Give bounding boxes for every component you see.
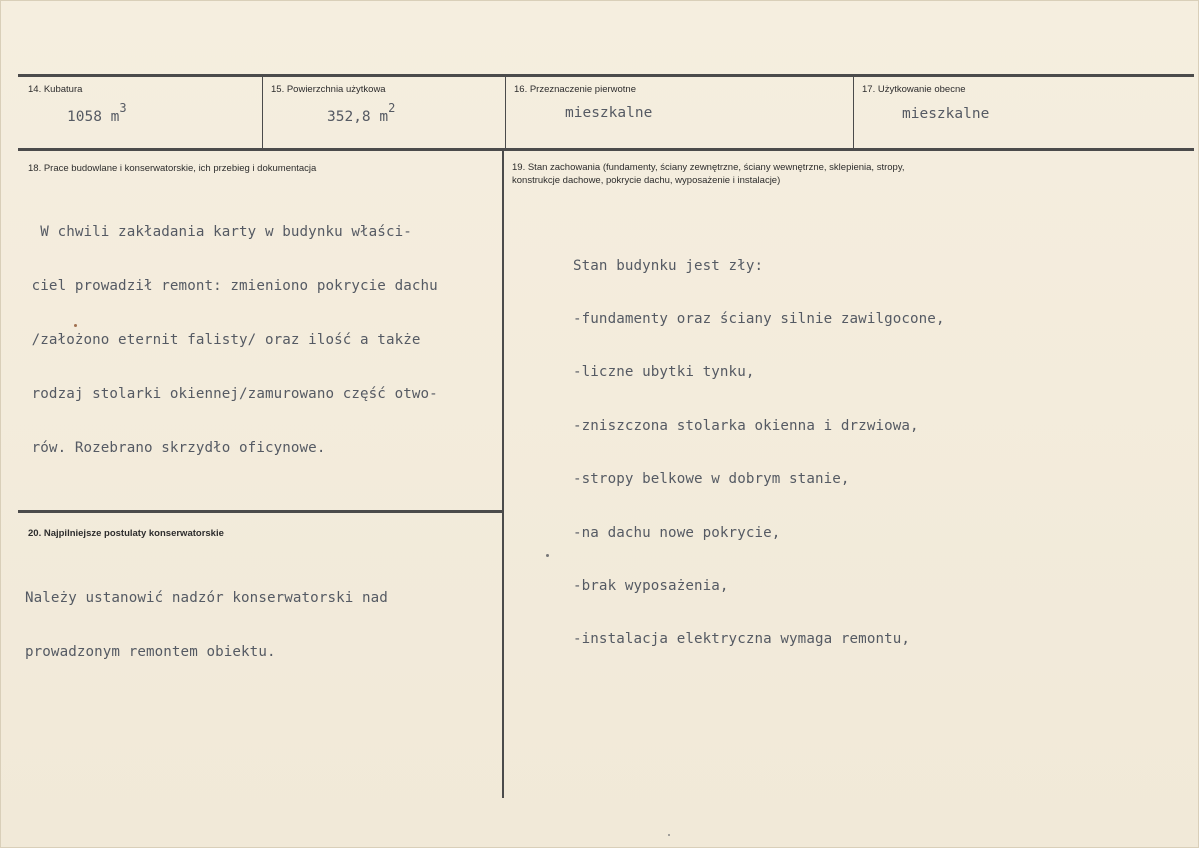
field-20-line: Należy ustanowić nadzór konserwatorski nad bbox=[25, 590, 388, 606]
field-19-text bbox=[573, 222, 945, 685]
paper-speck bbox=[546, 554, 549, 557]
field-15-exponent: 2 bbox=[388, 101, 396, 115]
field-18-line: /założono eternit falisty/ oraz ilość a także bbox=[23, 332, 421, 348]
field-15-label: 15. Powierzchnia użytkowa bbox=[271, 84, 386, 95]
field-19-line: Stan budynku jest zły: bbox=[573, 257, 764, 274]
field-14-value bbox=[67, 101, 127, 125]
field-20-text bbox=[25, 553, 388, 697]
field-17-label: 17. Użytkowanie obecne bbox=[862, 84, 966, 95]
top-rule bbox=[18, 74, 1194, 77]
field-19-label-line1: 19. Stan zachowania (fundamenty, ściany zewnętrzne, ściany wewnętrzne, sklepienia, stropy, bbox=[512, 162, 905, 173]
field-19-line: -stropy belkowe w dobrym stanie, bbox=[573, 471, 850, 488]
field-19-line: -zniszczona stolarka okienna i drzwiowa, bbox=[573, 417, 919, 434]
divider-main bbox=[502, 151, 504, 798]
field-19-line: -brak wyposażenia, bbox=[573, 577, 729, 594]
field-19-line: -instalacja elektryczna wymaga remontu, bbox=[573, 631, 911, 648]
paper-speck bbox=[668, 834, 670, 836]
field-19-line: -liczne ubytki tynku, bbox=[573, 364, 755, 381]
field-18-line: ciel prowadził remont: zmieniono pokrycie dachu bbox=[23, 278, 438, 294]
field-18-text bbox=[23, 187, 438, 493]
field-19-line: -na dachu nowe pokrycie, bbox=[573, 524, 781, 541]
field-17-value: mieszkalne bbox=[902, 106, 990, 122]
field-14-value-text: 1058 m bbox=[67, 108, 120, 125]
field-18-line: rodzaj stolarki okiennej/zamurowano część otwo- bbox=[23, 386, 438, 402]
field-16-value: mieszkalne bbox=[565, 105, 653, 121]
divider-16-17 bbox=[853, 77, 854, 148]
field-14-exponent: 3 bbox=[119, 101, 127, 115]
paper-speck bbox=[74, 324, 77, 327]
field-15-value bbox=[327, 101, 396, 125]
field-16-label: 16. Przeznaczenie pierwotne bbox=[514, 84, 636, 95]
field-18-label: 18. Prace budowlane i konserwatorskie, ich przebieg i dokumentacja bbox=[28, 163, 317, 174]
field-19-line: -fundamenty oraz ściany silnie zawilgocone, bbox=[573, 310, 945, 327]
field-18-line: rów. Rozebrano skrzydło oficynowe. bbox=[23, 440, 326, 456]
field-19-label-line2: konstrukcje dachowe, pokrycie dachu, wyposażenie i instalacje) bbox=[512, 175, 781, 186]
field-18-line: W chwili zakładania karty w budynku właści- bbox=[23, 224, 412, 240]
field-18-bottom-rule bbox=[18, 510, 502, 513]
field-20-label: 20. Najpilniejsze postulaty konserwatorskie bbox=[28, 528, 224, 539]
field-14-label: 14. Kubatura bbox=[28, 84, 83, 95]
second-rule bbox=[18, 148, 1194, 151]
field-15-value-text: 352,8 m bbox=[327, 108, 389, 125]
divider-14-15 bbox=[262, 77, 263, 148]
field-20-line: prowadzonym remontem obiektu. bbox=[25, 644, 276, 660]
divider-15-16 bbox=[505, 77, 506, 148]
